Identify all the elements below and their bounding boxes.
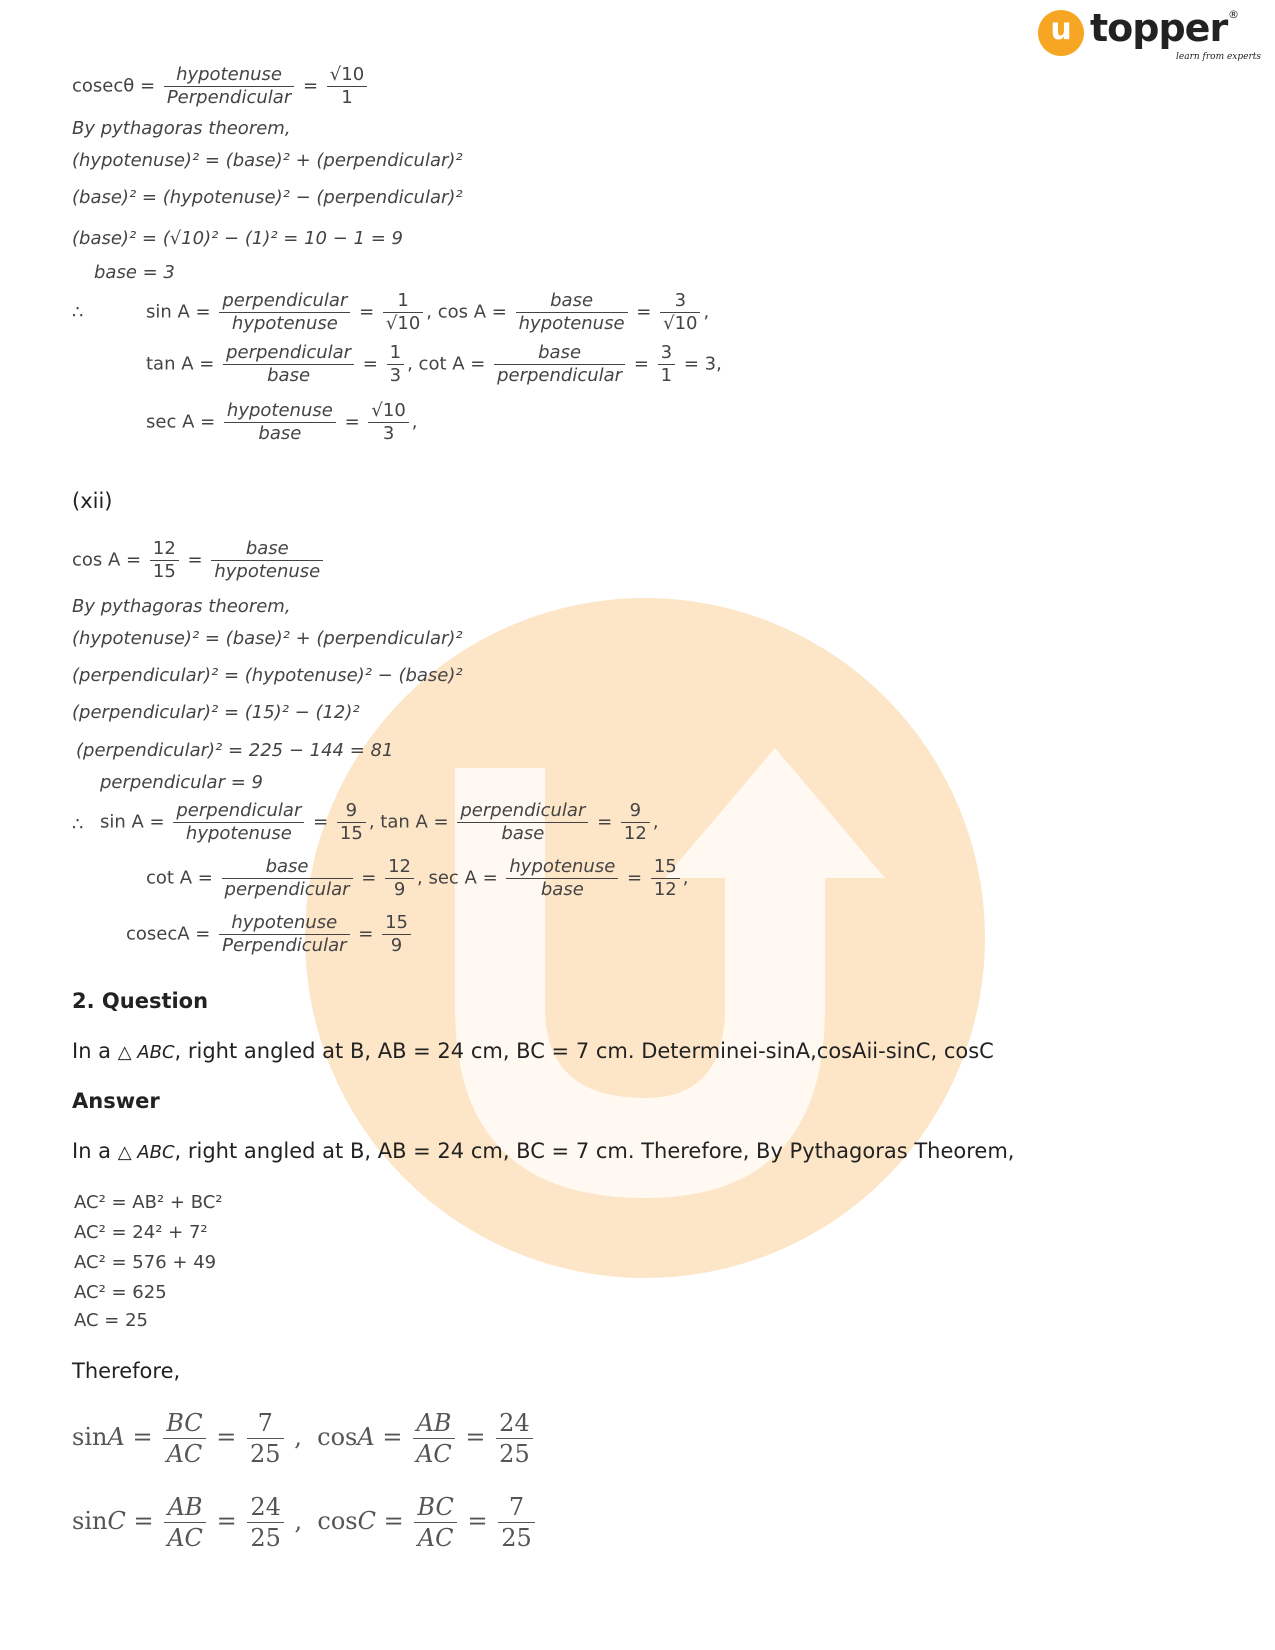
frac-den: 1 (660, 365, 673, 386)
cosec-lhs: cosecθ = (72, 75, 156, 97)
cotA-secA-row (146, 856, 689, 901)
fraction-value (385, 856, 414, 901)
pyth-line-2: (base)² = (hypotenuse)² − (perpendicular)² (72, 187, 463, 208)
fraction (413, 1408, 455, 1469)
equals: = (467, 1507, 488, 1535)
fraction-value (247, 1492, 284, 1553)
frac-num: 7 (498, 1492, 535, 1523)
frac-den: hypotenuse (185, 823, 292, 844)
step-5: AC = 25 (74, 1310, 148, 1331)
frac-den: 3 (382, 423, 395, 444)
equals: = (627, 867, 643, 889)
logo-registered-mark: ® (1228, 8, 1239, 21)
frac-den: perpendicular (497, 365, 623, 386)
frac-num: 12 (150, 538, 179, 561)
var: C (357, 1507, 376, 1535)
frac-num: perpendicular (457, 800, 588, 823)
frac-den: 25 (250, 1440, 281, 1468)
fraction-value (651, 856, 680, 901)
fraction (457, 800, 588, 845)
separator: , (407, 353, 413, 375)
step-3: AC² = 576 + 49 (74, 1252, 217, 1273)
cos-lhs: cos A = (72, 549, 142, 571)
frac-num: base (222, 856, 353, 879)
fraction-value (660, 290, 700, 335)
frac-num: AB (164, 1492, 206, 1523)
equals: = (636, 301, 652, 323)
frac-den: perpendicular (224, 879, 350, 900)
fraction-value (327, 64, 367, 109)
frac-den: hypotenuse (518, 313, 625, 334)
fraction (219, 290, 350, 335)
frac-den: 9 (390, 935, 403, 956)
pyth-line-xii-3: (perpendicular)² = (15)² − (12)² (72, 702, 360, 723)
frac-den: 25 (250, 1524, 281, 1552)
frac-den: hypotenuse (231, 313, 338, 334)
separator: , (682, 867, 689, 889)
frac-den: 9 (393, 879, 406, 900)
therefore-text: Therefore, (72, 1359, 181, 1383)
separator: , (411, 411, 418, 433)
cosec-definition (72, 64, 370, 109)
frac-num: hypotenuse (506, 856, 618, 879)
frac-den: 1 (341, 87, 353, 108)
equals: = (361, 867, 377, 889)
separator: , (426, 301, 433, 323)
cotA-lhs: cot A = (146, 867, 213, 889)
question-text (72, 1038, 994, 1066)
sinA-lhs: sin A = (100, 811, 165, 833)
frac-den: 12 (623, 823, 647, 844)
frac-den: base (540, 879, 584, 900)
fraction-value (658, 342, 675, 387)
pyth-line-xii-1: (hypotenuse)² = (base)² + (perpendicular)² (72, 628, 463, 649)
equals: = (133, 1507, 154, 1535)
tanA-cotA-row (146, 342, 722, 387)
tanA-lhs: tan A = (146, 353, 215, 375)
frac-num: 15 (382, 912, 411, 935)
frac-den: AC (166, 1440, 203, 1468)
frac-num: 1 (387, 342, 404, 365)
separator: , (417, 867, 423, 889)
fraction (173, 800, 304, 845)
logo-wordmark: topper (1090, 6, 1228, 50)
cos-definition (72, 538, 326, 583)
fraction-value (382, 912, 411, 957)
cotA-lhs: cot A = (418, 353, 486, 375)
frac-den: 25 (499, 1440, 530, 1468)
question-post: , right angled at B, AB = 24 cm, BC = 7 cm. Determinei-sinA,cosAii-sinC, cosC (174, 1039, 994, 1063)
fraction (516, 290, 628, 335)
base-result: base = 3 (94, 262, 175, 283)
frac-num: hypotenuse (224, 400, 336, 423)
frac-num: base (516, 290, 628, 313)
frac-den: 15 (152, 561, 176, 582)
answer-pre: In a (72, 1139, 112, 1163)
frac-den: base (501, 823, 545, 844)
var: C (107, 1507, 126, 1535)
frac-den: base (267, 365, 311, 386)
frac-den: 25 (501, 1524, 532, 1552)
equals: = (132, 1423, 153, 1451)
cosecA-lhs: cosecA = (126, 923, 211, 945)
frac-num: √10 (327, 64, 367, 87)
sinA-cosA-row (146, 290, 709, 335)
equals: = (383, 1507, 404, 1535)
sin-label: sin (72, 1507, 108, 1535)
frac-num: base (494, 342, 625, 365)
fraction-value (498, 1492, 535, 1553)
triangle-symbol: △ ABC (117, 1042, 175, 1063)
fraction (164, 64, 294, 109)
frac-num: 9 (337, 800, 366, 823)
fraction-value (496, 1408, 533, 1469)
therefore-symbol-xii: ∴ (72, 814, 84, 835)
equals: = (465, 1423, 486, 1451)
fraction (223, 342, 354, 387)
frac-num: 3 (658, 342, 675, 365)
frac-num: 24 (247, 1492, 284, 1523)
frac-num: perpendicular (173, 800, 304, 823)
answer-text (72, 1138, 1014, 1166)
step-1: AC² = AB² + BC² (74, 1192, 223, 1213)
sinA-lhs: sin A = (146, 301, 211, 323)
frac-num: 12 (385, 856, 414, 879)
frac-num: 3 (660, 290, 700, 313)
frac-num: hypotenuse (164, 64, 294, 87)
pyth-line-3: (base)² = (√10)² − (1)² = 10 − 1 = 9 (72, 228, 403, 249)
fraction-value (621, 800, 650, 845)
fraction-value (150, 538, 179, 583)
secA-lhs: sec A = (146, 411, 216, 433)
fraction-value (387, 342, 404, 387)
fraction (494, 342, 625, 387)
frac-num: BC (414, 1492, 456, 1523)
frac-num: perpendicular (223, 342, 354, 365)
frac-num: perpendicular (219, 290, 350, 313)
frac-den: √10 (385, 313, 421, 334)
question-pre: In a (72, 1039, 112, 1063)
fraction (414, 1492, 456, 1553)
frac-den: √10 (663, 313, 698, 334)
frac-num: BC (163, 1408, 205, 1439)
frac-den: AC (417, 1524, 454, 1552)
frac-den: 12 (653, 879, 677, 900)
question-heading: 2. Question (72, 989, 209, 1013)
frac-den: 15 (339, 823, 363, 844)
cosA-lhs: cos A = (437, 301, 507, 323)
sin-label: sin (72, 1423, 108, 1451)
equals: = (313, 811, 329, 833)
pyth-line-xii-2: (perpendicular)² = (hypotenuse)² − (base)² (72, 665, 463, 686)
frac-num: 1 (383, 290, 423, 313)
cotA-tail: = 3, (683, 353, 722, 375)
tanA-lhs: tan A = (380, 811, 449, 833)
equals: = (216, 1507, 237, 1535)
frac-num: √10 (368, 400, 408, 423)
equals: = (597, 811, 613, 833)
frac-den: base (258, 423, 302, 444)
frac-den: Perpendicular (166, 87, 292, 108)
pyth-intro-1: By pythagoras theorem, (72, 118, 291, 139)
sinA-cosA-final (72, 1408, 536, 1469)
answer-post: , right angled at B, AB = 24 cm, BC = 7 cm. Therefore, By Pythagoras Theorem, (174, 1139, 1015, 1163)
cos-label: cos (317, 1423, 358, 1451)
equals: = (362, 353, 378, 375)
frac-num: base (211, 538, 323, 561)
pyth-intro-2: By pythagoras theorem, (72, 596, 291, 617)
fraction-value (383, 290, 423, 335)
logo-tagline: learn from experts (1176, 52, 1262, 62)
frac-num: hypotenuse (219, 912, 349, 935)
separator: , (652, 811, 659, 833)
secA-row (146, 400, 418, 445)
sinC-cosC-final (72, 1492, 538, 1553)
frac-num: AB (413, 1408, 455, 1439)
frac-num: 9 (621, 800, 650, 823)
separator: , (294, 1507, 303, 1535)
topper-logo (1038, 6, 1262, 68)
sinA-tanA-row (100, 800, 659, 845)
frac-num: 7 (247, 1408, 284, 1439)
fraction (219, 912, 349, 957)
fraction (211, 538, 323, 583)
frac-den: AC (167, 1524, 203, 1552)
fraction-value (368, 400, 408, 445)
var: A (107, 1423, 125, 1451)
answer-heading: Answer (72, 1089, 160, 1113)
perpendicular-result: perpendicular = 9 (100, 772, 263, 793)
equals: = (358, 923, 374, 945)
fraction (506, 856, 618, 901)
frac-den: AC (416, 1440, 452, 1468)
step-2: AC² = 24² + 7² (74, 1222, 208, 1243)
var: A (357, 1423, 375, 1451)
fraction (164, 1492, 206, 1553)
pyth-line-1: (hypotenuse)² = (base)² + (perpendicular)² (72, 150, 463, 171)
fraction (163, 1408, 205, 1469)
frac-num: 24 (496, 1408, 533, 1439)
separator: , (368, 811, 375, 833)
frac-num: 15 (651, 856, 680, 879)
frac-den: Perpendicular (222, 935, 347, 956)
pyth-line-xii-4: (perpendicular)² = 225 − 144 = 81 (76, 740, 394, 761)
equals: = (344, 411, 360, 433)
separator: , (294, 1423, 302, 1451)
step-4: AC² = 625 (74, 1282, 167, 1303)
secA-lhs: sec A = (428, 867, 498, 889)
fraction (222, 856, 353, 901)
triangle-symbol: △ ABC (117, 1142, 175, 1163)
fraction-value (337, 800, 366, 845)
equals: = (359, 301, 375, 323)
logo-letter: u (1050, 12, 1072, 47)
fraction-value (247, 1408, 284, 1469)
cos-label: cos (317, 1507, 358, 1535)
frac-den: 3 (389, 365, 402, 386)
equals: = (633, 353, 649, 375)
frac-den: hypotenuse (214, 561, 321, 582)
part-label-xii: (xii) (72, 489, 113, 513)
equals: = (216, 1423, 237, 1451)
equals: = (187, 549, 203, 571)
fraction (224, 400, 336, 445)
cosecA-row (126, 912, 414, 957)
separator: , (703, 301, 710, 323)
equals: = (382, 1423, 403, 1451)
equals: = (302, 75, 319, 97)
therefore-symbol: ∴ (72, 302, 84, 323)
